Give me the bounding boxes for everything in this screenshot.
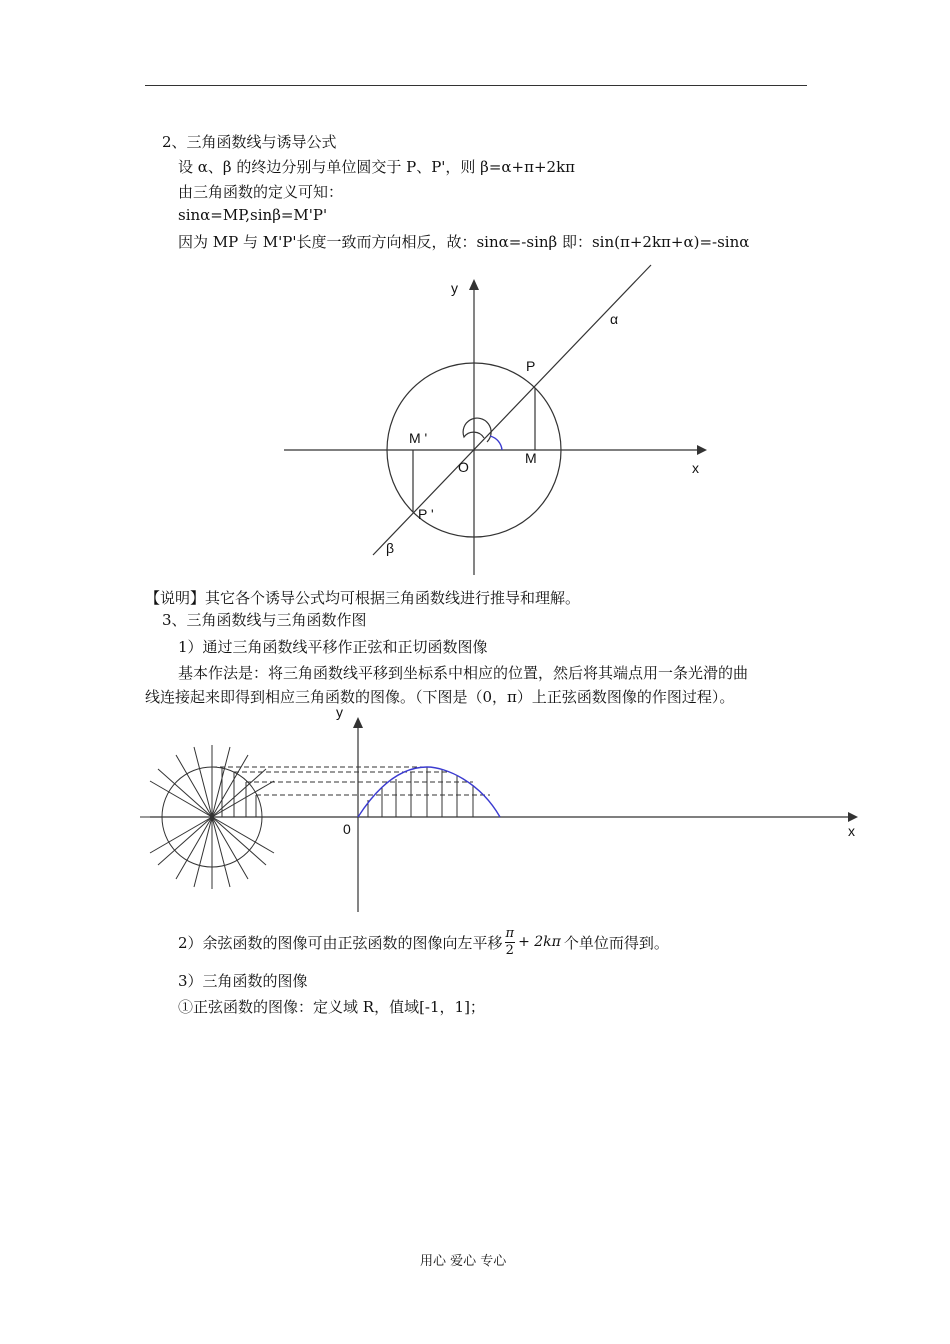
fig1-beta-label: β	[386, 540, 395, 556]
fig2-sine-curve	[358, 767, 500, 817]
fig2-graph-sine-lines	[368, 767, 473, 817]
pi-over-2-fraction	[505, 926, 516, 958]
section2-line1: 设 α、β 的终边分别与单位圆交于 P、P'，则 β=α+π+2kπ	[178, 158, 576, 176]
section3-item2-suffix: 个单位而得到。	[563, 933, 669, 952]
fig1-m-prime-label: M '	[409, 430, 428, 446]
section2-line4: 因为 MP 与 M'P'长度一致而方向相反，故：sinα=-sinβ 即：sin(π+2kπ+α)=-sinα	[178, 233, 750, 251]
fraction-denominator: 2	[505, 942, 514, 958]
fig2-origin-label: 0	[343, 821, 351, 837]
fig1-m-label: M	[525, 450, 537, 466]
fig2-y-label: y	[336, 704, 343, 720]
section2-line3: sinα=MP,sinβ=M'P'	[178, 206, 328, 224]
page-footer: 用心 爱心 专心	[420, 1254, 507, 1269]
section3-item3-title: 3）三角函数的图像	[178, 972, 308, 990]
section3-item2-prefix: 2）余弦函数的图像可由正弦函数的图像向左平移	[178, 933, 503, 952]
section3-item2-term: + 2kπ	[518, 934, 561, 950]
note-text: 【说明】其它各个诱导公式均可根据三角函数线进行推导和理解。	[145, 589, 581, 607]
section3-item1-text-b: 线连接起来即得到相应三角函数的图像。（下图是（0，π）上正弦函数图像的作图过程）。	[145, 688, 735, 706]
section2-line2: 由三角函数的定义可知：	[178, 183, 344, 201]
fig1-alpha-label: α	[610, 311, 619, 327]
section3-item2	[178, 922, 669, 962]
section3-item1-text-a: 基本作法是：将三角函数线平移到坐标系中相应的位置，然后将其端点用一条光滑的曲	[178, 664, 749, 682]
section3-heading: 3、三角函数线与三角函数作图	[162, 611, 367, 629]
section3-item1-title: 1）通过三角函数线平移作正弦和正切函数图像	[178, 638, 488, 656]
fig2-x-arrow	[848, 812, 858, 822]
fig2-y-arrow	[353, 717, 363, 728]
fig2-x-label: x	[848, 823, 855, 839]
fig1-origin-label: O	[458, 459, 469, 475]
fig1-y-label: y	[451, 280, 458, 296]
fig1-p-label: P	[526, 358, 536, 374]
fig1-p-prime-label: P '	[418, 506, 434, 522]
fig1-x-label: x	[692, 460, 699, 476]
fraction-numerator: π	[505, 925, 515, 941]
section3-item3-sub1: ①正弦函数的图像：定义域 R，值域[-1，1]；	[178, 998, 485, 1016]
section2-heading: 2、三角函数线与诱导公式	[162, 133, 337, 151]
